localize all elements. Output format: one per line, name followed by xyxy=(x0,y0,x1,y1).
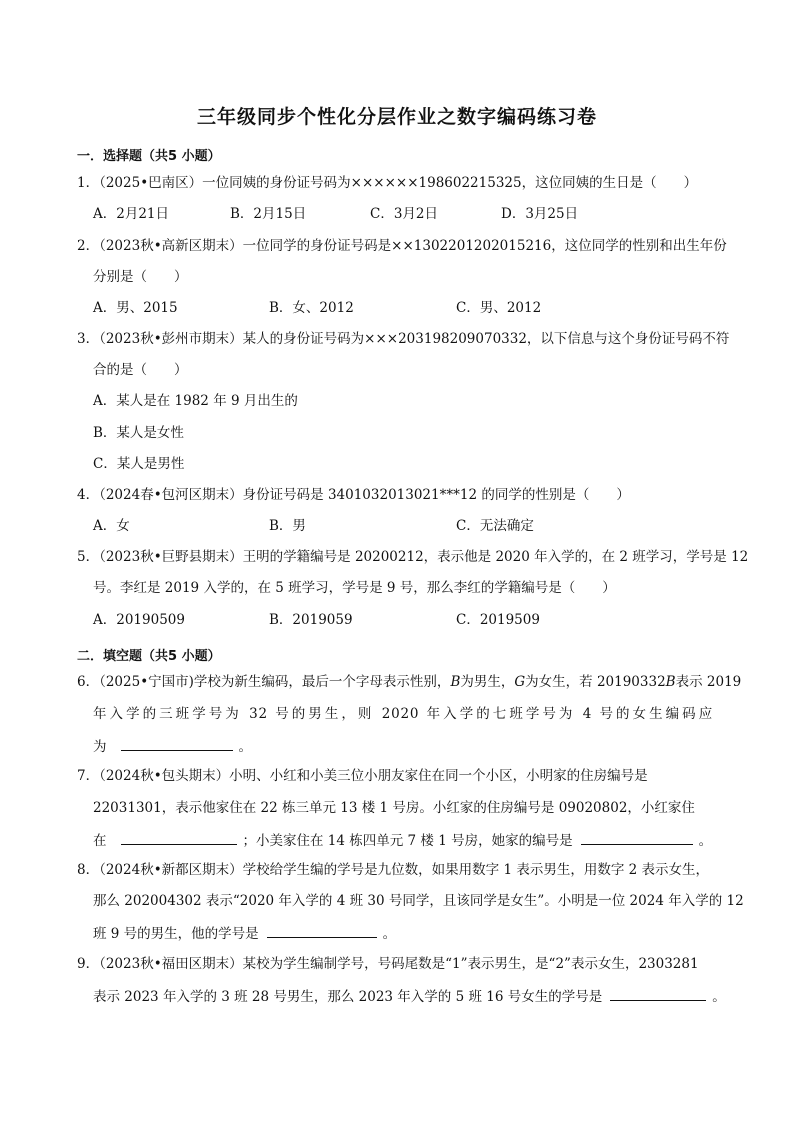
question-6-text-d: 表示 2019 xyxy=(675,674,742,690)
section-heading-fill: 二．填空题（共5 小题） xyxy=(77,649,221,664)
question-6-text-c: 为女生，若 20190332 xyxy=(525,674,666,690)
question-5-option-c: C．2019509 xyxy=(456,612,540,628)
question-6-text-end xyxy=(93,736,252,756)
question-6-var-b: B xyxy=(450,674,461,690)
question-9-prefix: 表示 2023 年入学的 3 班 28 号男生，那么 2023 年入学的 5 班 16 号女生的学号是 xyxy=(93,989,603,1005)
question-9-answer-blank[interactable] xyxy=(610,986,706,1001)
question-6-answer-blank[interactable] xyxy=(121,736,233,751)
question-5-option-b: B．2019059 xyxy=(269,612,353,628)
page-title: 三年级同步个性化分层作业之数字编码练习卷 xyxy=(196,106,597,128)
question-6-text xyxy=(77,673,741,691)
question-3-option-a: A．某人是在 1982 年 9 月出生的 xyxy=(93,393,298,409)
question-7-text-end xyxy=(93,830,712,850)
question-9-text-end xyxy=(93,986,726,1006)
question-6-period: 。 xyxy=(238,739,252,755)
question-3-text-cont: 合的是（ ） xyxy=(93,362,188,378)
question-8-text-end xyxy=(93,923,396,943)
question-7-middle: ；小美家住在 14 栋四单元 7 楼 1 号房，她家的编号是 xyxy=(242,833,573,849)
question-7-answer-blank-1[interactable] xyxy=(121,830,237,845)
question-8-text-cont: 那么 202004302 表示“2020 年入学的 4 班 30 号同学，且该同学是女生”。小明是一位 2024 年入学的 12 xyxy=(93,893,744,909)
question-1-option-b: B．2月15日 xyxy=(230,206,307,222)
question-1-option-c: C．3月2日 xyxy=(370,206,439,222)
question-7-text: 7．（2024秋•包头期末）小明、小红和小美三位小朋友家住在同一个小区，小明家的住房编号是 xyxy=(77,768,648,784)
question-7-period: 。 xyxy=(698,833,713,849)
question-9-period: 。 xyxy=(712,989,726,1005)
question-6-text-b: 为男生， xyxy=(460,674,515,690)
question-5-text-cont: 号。李红是 2019 入学的，在 5 班学习，学号是 9 号，那么李红的学籍编号是（ ） xyxy=(93,580,616,596)
question-6-prefix: 为 xyxy=(93,739,107,755)
question-8-prefix: 班 9 号的男生，他的学号是 xyxy=(93,926,259,942)
question-6-text-cont: 年入学的三班学号为 32 号的男生，则 2020 年入学的七班学号为 4 号的女生编码应 xyxy=(93,706,713,722)
question-1-option-d: D．3月25日 xyxy=(501,206,579,222)
question-5-text: 5．（2023秋•巨野县期末）王明的学籍编号是 20200212，表示他是 2020 年入学的，在 2 班学习，学号是 12 xyxy=(77,549,749,565)
question-8-answer-blank[interactable] xyxy=(267,923,377,938)
question-4-option-a: A．女 xyxy=(93,518,130,534)
question-2-text-cont: 分别是（ ） xyxy=(93,269,188,285)
question-9-text: 9．（2023秋•福田区期末）某校为学生编制学号，号码尾数是“1”表示男生，是“2”表示女生，2303281 xyxy=(77,956,699,972)
question-1-option-a: A．2月21日 xyxy=(93,206,170,222)
question-3-text: 3．（2023秋•彭州市期末）某人的身份证号码为×××203198209070332，以下信息与这个身份证号码不符 xyxy=(77,331,730,347)
question-4-text: 4．（2024春•包河区期末）身份证号码是 3401032013021***12 的同学的性别是（ ） xyxy=(77,487,630,503)
question-4-option-c: C．无法确定 xyxy=(456,518,534,534)
question-3-option-c: C．某人是男性 xyxy=(93,456,185,472)
question-6-var-g: G xyxy=(514,674,526,690)
question-5-option-a: A．20190509 xyxy=(93,612,185,628)
question-6-text-a: 6．（2025•宁国市)学校为新生编码，最后一个字母表示性别， xyxy=(77,674,451,690)
section-heading-choice: 一．选择题（共5 小题） xyxy=(77,149,221,164)
question-6-var-b2: B xyxy=(665,674,676,690)
question-3-option-b: B．某人是女性 xyxy=(93,425,184,441)
question-2-text: 2．（2023秋•高新区期末）一位同学的身份证号码是××1302201202015216，这位同学的性别和出生年份 xyxy=(77,238,727,254)
question-8-text: 8．（2024秋•新都区期末）学校给学生编的学号是九位数，如果用数字 1 表示男生，用数字 2 表示女生， xyxy=(77,862,710,878)
question-7-prefix: 在 xyxy=(93,833,107,849)
question-2-option-a: A．男、2015 xyxy=(93,300,178,316)
question-8-period: 。 xyxy=(382,926,397,942)
question-1-text: 1．（2025•巴南区）一位同姨的身份证号码为××××××198602215325，这位同姨的生日是（ ） xyxy=(77,175,698,191)
question-4-option-b: B．男 xyxy=(269,518,306,534)
question-2-option-b: B．女、2012 xyxy=(269,300,354,316)
question-7-text-cont: 22031301，表示他家住在 22 栋三单元 13 楼 1 号房。小红家的住房编号是 09020802，小红家住 xyxy=(93,800,695,816)
question-7-answer-blank-2[interactable] xyxy=(581,830,693,845)
question-2-option-c: C．男、2012 xyxy=(456,300,542,316)
